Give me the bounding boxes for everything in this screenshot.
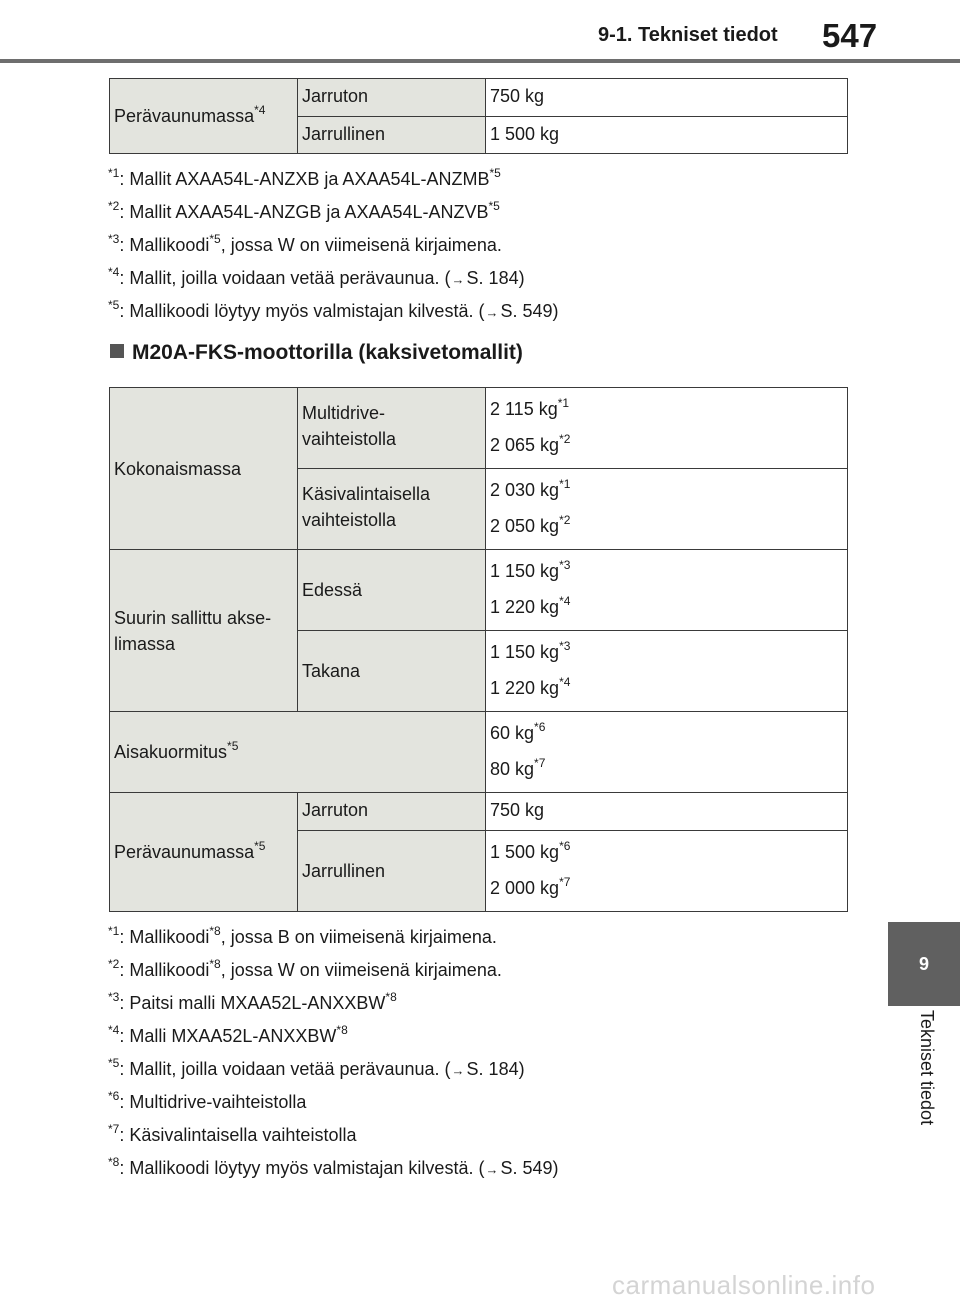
footnote: $^{*2}$: Mallit AXAA54L-ANZGB ja AXAA54L-ANZVB$^{*5}$ [108,199,500,222]
braked-label: Jarrullinen [298,117,486,154]
subheading: M20A-FKS-moottorilla (kaksivetomallit) [110,341,523,365]
unbraked-value: 750 kg [486,79,848,117]
header-divider [0,59,960,63]
footnote: $^{*6}$: Multidrive-vaihteistolla [108,1089,307,1112]
braked-values: 1 500 $kg^{*6}$ 2 000 $kg^{*7}$ [486,831,848,912]
rear-label: Takana [298,631,486,712]
manual-label: Käsivalintaisella vaihteistolla [298,469,486,550]
footnote: $^{*4}$: Mallit, joilla voidaan vetää perävaunua. (→ S. 184) [108,262,559,295]
arrow-right-icon: → [451,1063,465,1078]
gross-weight-manual-values: 2 030 $kg^{*1}$ 2 050 $kg^{*2}$ [486,469,848,550]
unbraked-value: 750 kg [486,793,848,831]
page-reference-link[interactable]: S. 549) [500,1158,559,1178]
unbraked-label: Jarruton [298,793,486,831]
square-bullet-icon [110,344,124,358]
page-reference-link[interactable]: S. 549) [500,301,559,321]
chapter-tab[interactable] [888,922,960,1006]
tongue-load-values: 60 $kg^{*6}$ 80 $kg^{*7}$ [486,712,848,793]
footnote: $^{*3}$: Paitsi malli MXAA52L-ANXXBW$^{*8}$ [108,990,397,1013]
chapter-number: 9 [918,953,929,974]
trailer-weight-label: Perävaunumassa$^{*4}$ [110,79,298,154]
tongue-load-label: Aisakuormitus$^{*5}$ [110,712,486,793]
footnote: $^{*2}$: Mallikoodi$^{*8}$, jossa W on viimeisenä kirjaimena. [108,957,502,980]
page-reference-link[interactable]: S. 184) [466,1059,525,1079]
multidrive-label: Multidrive- vaihteistolla [298,388,486,469]
footnotes-bottom [108,921,559,1185]
arrow-right-icon: → [451,272,465,287]
page-reference-link[interactable]: S. 184) [466,268,525,288]
footnotes-top [108,163,559,328]
axle-rear-values: 1 150 $kg^{*3}$ 1 220 $kg^{*4}$ [486,631,848,712]
chapter-label: Tekniset tiedot [917,1010,937,1126]
gross-weight-multidrive-values: 2 115 $kg^{*1}$ 2 065 $kg^{*2}$ [486,388,848,469]
watermark: carmanualsonline.info [612,1270,876,1300]
weights-table [109,387,848,912]
footnote: $^{*3}$: Mallikoodi$^{*5}$, jossa W on viimeisenä kirjaimena. [108,232,502,255]
trailer-weight-label: Perävaunumassa$^{*5}$ [110,793,298,912]
footnote: $^{*1}$: Mallit AXAA54L-ANZXB ja AXAA54L-ANZMB$^{*5}$ [108,166,501,189]
braked-label: Jarrullinen [298,831,486,912]
section-title: 9-1. Tekniset tiedot [598,24,778,46]
footnote: $^{*1}$: Mallikoodi$^{*8}$, jossa B on viimeisenä kirjaimena. [108,924,497,947]
page-number: 547 [822,17,878,54]
front-label: Edessä [298,550,486,631]
arrow-right-icon: → [485,305,499,320]
footnote: $^{*5}$: Mallit, joilla voidaan vetää perävaunua. (→ S. 184) [108,1053,559,1086]
gross-weight-label: Kokonaismassa [110,388,298,550]
trailer-weight-table-top [109,78,848,154]
footnote: $^{*5}$: Mallikoodi löytyy myös valmistajan kilvestä. (→ S. 549) [108,295,559,328]
arrow-right-icon: → [485,1162,499,1177]
unbraked-label: Jarruton [298,79,486,117]
axle-weight-label: Suurin sallittu akse- limassa [110,550,298,712]
footnote: $^{*4}$: Malli MXAA52L-ANXXBW$^{*8}$ [108,1023,348,1046]
footnote: $^{*7}$: Käsivalintaisella vaihteistolla [108,1122,357,1145]
braked-value: 1 500 kg [486,117,848,154]
footnote: $^{*8}$: Mallikoodi löytyy myös valmistajan kilvestä. (→ S. 549) [108,1152,559,1185]
axle-front-values: 1 150 $kg^{*3}$ 1 220 $kg^{*4}$ [486,550,848,631]
